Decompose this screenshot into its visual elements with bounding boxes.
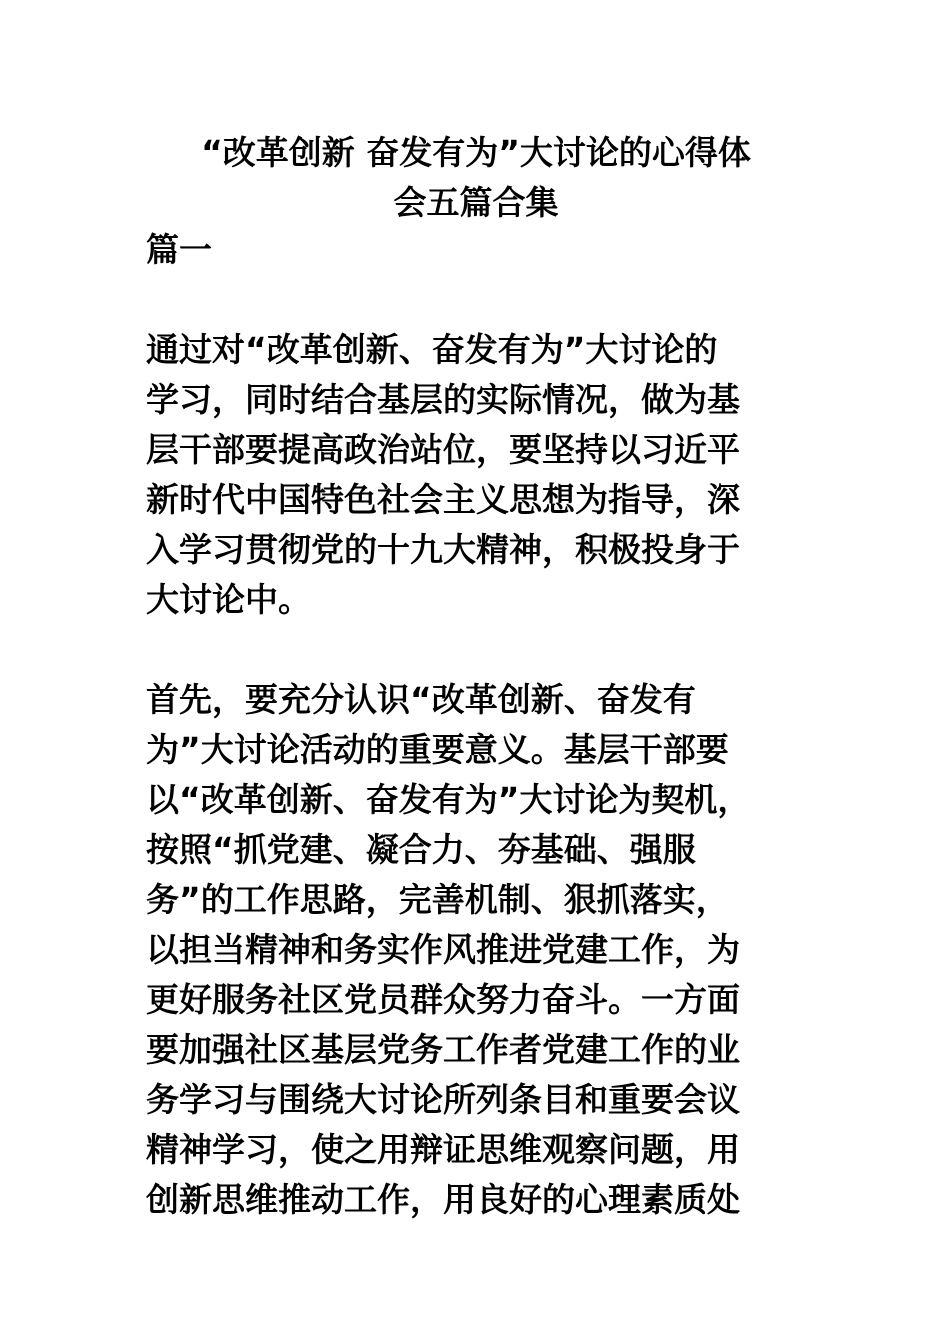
title-line: 会五篇合集 xyxy=(393,183,559,222)
section-heading: 篇一 xyxy=(146,230,212,269)
text-line: 为”大讨论活动的重要意义。基层干部要 xyxy=(146,730,729,769)
text-line: 务学习与围绕大讨论所列条目和重要会议 xyxy=(146,1080,740,1119)
paragraph-1 xyxy=(146,325,806,625)
text-line: 通过对“改革创新、奋发有为”大讨论的 xyxy=(146,330,718,369)
text-line: 新时代中国特色社会主义思想为指导，深 xyxy=(146,480,740,519)
text-line: 更好服务社区党员群众努力奋斗。一方面 xyxy=(146,980,740,1019)
text-line: 务”的工作思路，完善机制、狠抓落实， xyxy=(146,880,729,919)
text-line: 要加强社区基层党务工作者党建工作的业 xyxy=(146,1030,740,1069)
text-line: 以担当精神和务实作风推进党建工作，为 xyxy=(146,930,740,969)
text-line: 精神学习，使之用辩证思维观察问题，用 xyxy=(146,1130,740,1169)
paragraph-2 xyxy=(146,675,806,1225)
text-line: 首先，要充分认识“改革创新、奋发有 xyxy=(146,680,696,719)
text-line: 按照“抓党建、凝合力、夯基础、强服 xyxy=(146,830,696,869)
text-line: 入学习贯彻党的十九大精神，积极投身于 xyxy=(146,530,740,569)
text-line: 创新思维推动工作，用良好的心理素质处 xyxy=(146,1180,740,1219)
text-line: 层干部要提高政治站位，要坚持以习近平 xyxy=(146,430,740,469)
document-title xyxy=(146,128,806,228)
text-line: 大讨论中。 xyxy=(146,580,311,619)
text-line: 学习，同时结合基层的实际情况，做为基 xyxy=(146,380,740,419)
text-line: 以“改革创新、奋发有为”大讨论为契机， xyxy=(146,780,751,819)
title-line: “改革创新 奋发有为”大讨论的心得体 xyxy=(201,133,751,172)
